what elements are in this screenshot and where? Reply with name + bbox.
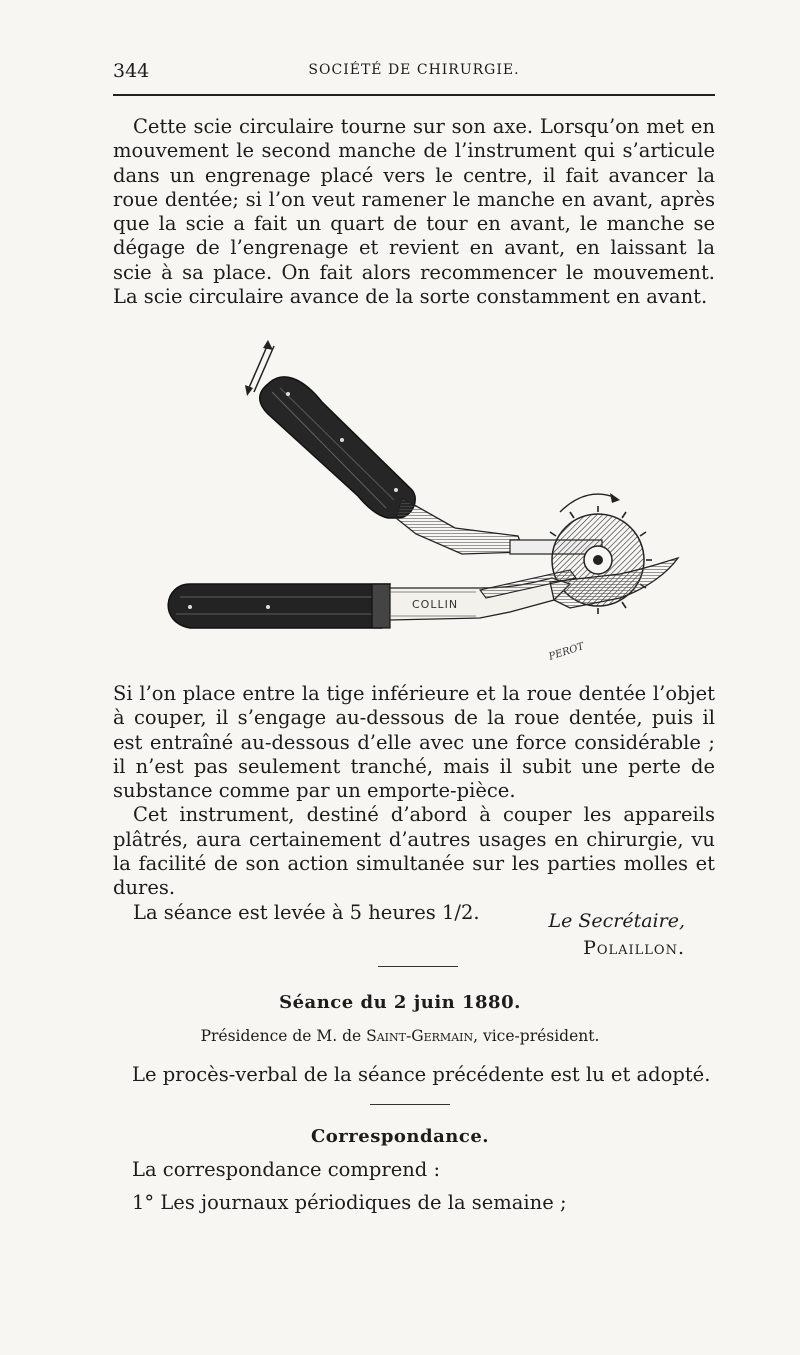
engraver-signature: PEROT	[547, 641, 586, 663]
presidence-prefix: Présidence de M. de	[200, 1027, 362, 1045]
presidence-line	[0, 1027, 800, 1045]
circular-saw-instrument-engraving	[150, 322, 690, 667]
session-heading: Séance du 2 juin 1880.	[279, 992, 521, 1013]
instrument-illustration	[150, 322, 690, 667]
presidence-suffix: , vice-président.	[473, 1027, 600, 1045]
president-name: Saint-Germain	[366, 1027, 474, 1045]
header-rule	[113, 94, 715, 96]
paragraph-session-closed: La séance est levée à 5 heures 1/2.	[133, 900, 480, 924]
running-title: SOCIÉTÉ DE CHIRURGIE.	[308, 62, 520, 78]
paragraph-saw-description: Cette scie circulaire tourne sur son axe. Lorsqu’on met en mouvement le second manche de l’instrument qui s’articule dans un engrenage placé vers le centre, il fait avancer la roue dentée; si l’on veut ramener le manche en avant, après que la scie a fait un quart de tour en avant, le manche se dégage de l’engrenage et revient en avant, en laissant la scie à sa place. On fait alors recommencer le mouvement. La scie circulaire avance de la sorte constamment en avant.	[113, 115, 715, 309]
secretary-signature	[548, 908, 685, 962]
correspondance-intro: La correspondance comprend :	[132, 1158, 441, 1181]
minutes-adopted: Le procès-verbal de la séance précédente est lu et adopté.	[132, 1063, 711, 1086]
body-paragraph-2	[113, 682, 715, 925]
page-number: 344	[113, 60, 150, 82]
signature-title: Le Secrétaire,	[548, 910, 685, 932]
correspondance-item-1: 1° Les journaux périodiques de la semaine ;	[132, 1191, 567, 1214]
body-paragraph-1	[113, 115, 715, 309]
signature-name: Polaillon.	[583, 937, 685, 959]
correspondance-heading: Correspondance.	[310, 1126, 490, 1147]
section-divider	[378, 966, 458, 967]
maker-mark-text: COLLIN	[412, 598, 459, 611]
paragraph-instrument-use: Cet instrument, destiné d’abord à couper les appareils plâtrés, aura certainement d’autres usages en chirurgie, vu la facilité de son action simultanée sur les parties molles et dures.	[113, 803, 715, 900]
page-header	[113, 60, 715, 84]
section-divider	[370, 1104, 450, 1105]
paragraph-cutting-action: Si l’on place entre la tige inférieure et la roue dentée l’objet à couper, il s’engage au-dessous de la roue dentée, puis il est entraîné au-dessous d’elle avec une force considérable ; il n’est pas seulement tranché, mais il subit une perte de substance comme par un emporte-pièce.	[113, 682, 715, 803]
